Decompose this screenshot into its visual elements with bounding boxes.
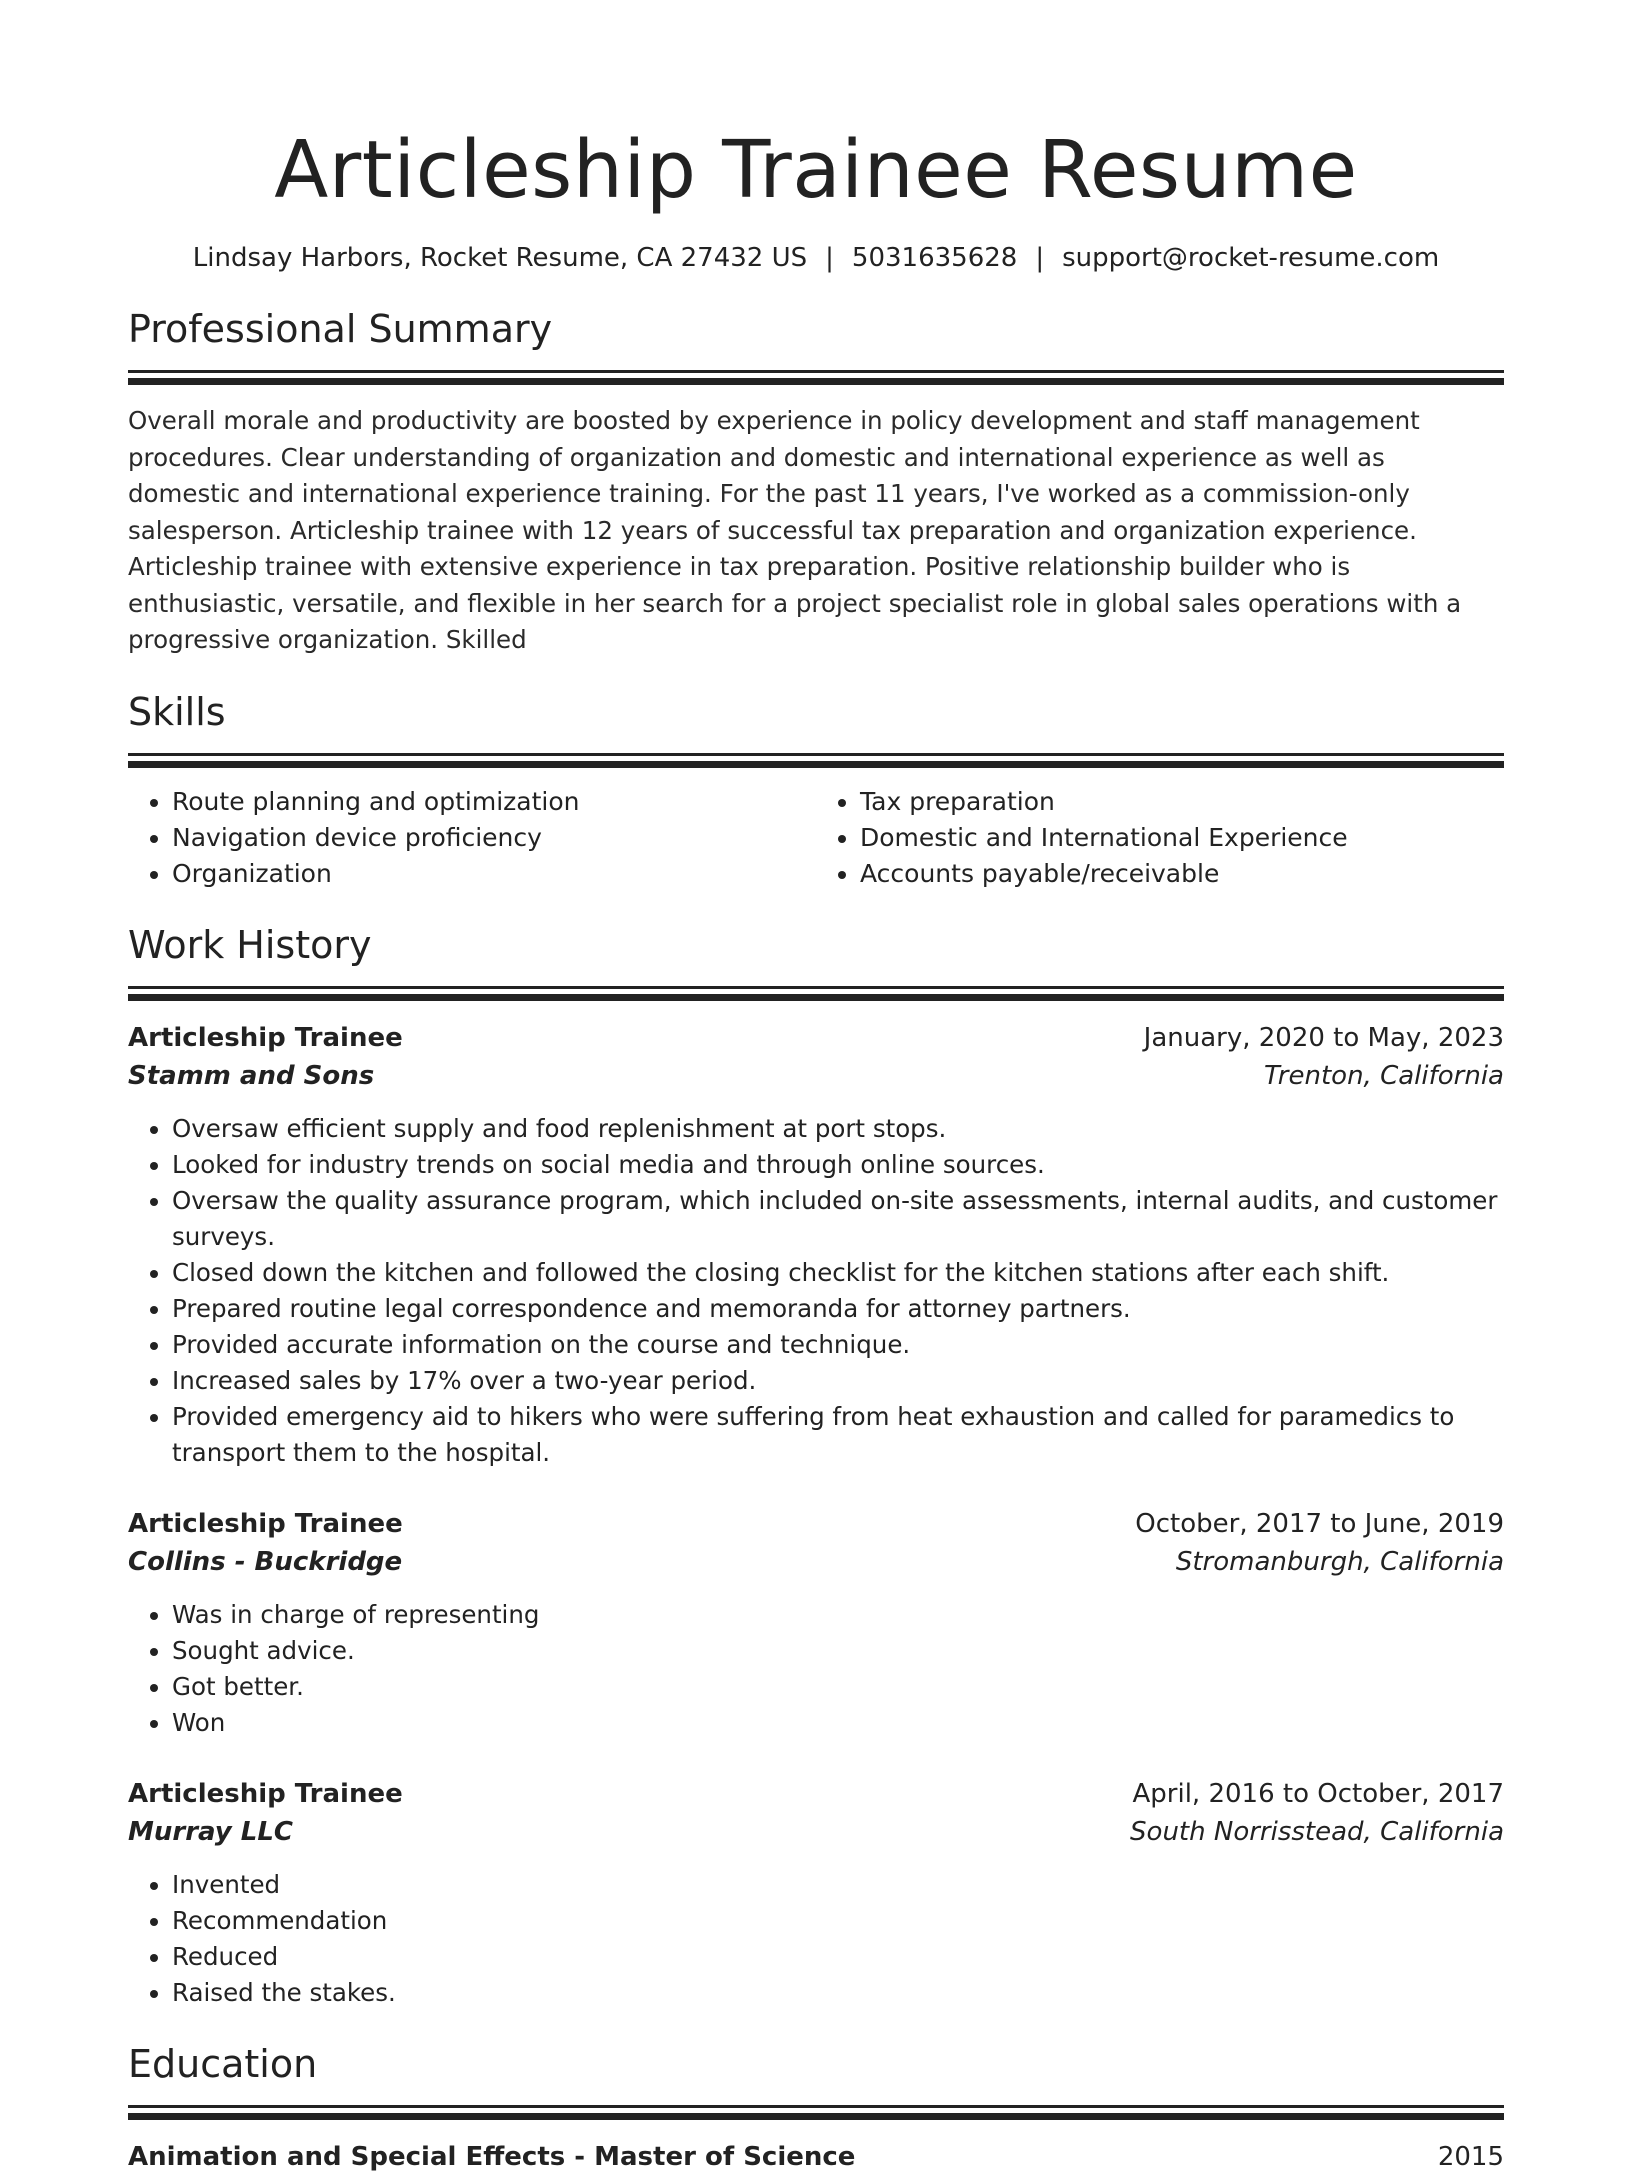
contact-email: support@rocket-resume.com — [1062, 243, 1440, 273]
section-heading: Work History — [128, 922, 372, 967]
job-bullet: • Oversaw efficient supply and food replenishment at port stops. — [172, 1111, 1504, 1147]
job-entry — [128, 1019, 1504, 1471]
job-bullet: • Closed down the kitchen and followed the closing checklist for the kitchen stations after each shift. — [172, 1255, 1504, 1291]
section-rule — [128, 994, 1504, 1001]
skill-item: • Accounts payable/receivable — [860, 856, 1504, 892]
section-rule — [128, 761, 1504, 768]
job-bullet: • Sought advice. — [172, 1633, 1504, 1669]
skill-item: • Organization — [172, 856, 816, 892]
job-title: Articleship Trainee — [128, 1778, 403, 1809]
job-entry — [128, 1775, 1504, 2011]
contact-line — [128, 240, 1504, 276]
job-location: Trenton, California — [1263, 1060, 1504, 1091]
education-entry — [128, 2138, 1504, 2176]
contact-address: Lindsay Harbors, Rocket Resume, CA 27432 US — [192, 243, 808, 273]
job-dates: January, 2020 to May, 2023 — [1143, 1022, 1504, 1053]
job-location: South Norrisstead, California — [1130, 1816, 1504, 1847]
contact-separator: | — [1035, 243, 1045, 273]
job-bullets — [128, 1867, 1504, 2011]
section-rule — [128, 370, 1504, 373]
job-bullet: • Provided accurate information on the course and technique. — [172, 1327, 1504, 1363]
job-bullet: • Got better. — [172, 1669, 1504, 1705]
skill-item: • Route planning and optimization — [172, 784, 816, 820]
section-heading: Education — [128, 2041, 318, 2086]
job-company: Stamm and Sons — [128, 1060, 375, 1091]
job-bullet: • Prepared routine legal correspondence and memoranda for attorney partners. — [172, 1291, 1504, 1327]
section-heading: Skills — [128, 689, 226, 734]
summary-section — [128, 304, 1504, 659]
skills-column-right — [816, 784, 1504, 892]
section-rule — [128, 2113, 1504, 2120]
job-bullet: • Provided emergency aid to hikers who were suffering from heat exhaustion and called for paramedics to transport them to the hospital. — [172, 1399, 1504, 1471]
job-company: Murray LLC — [128, 1816, 293, 1847]
job-bullets — [128, 1111, 1504, 1471]
skills-section — [128, 687, 1504, 892]
job-bullet: • Was in charge of representing — [172, 1597, 1504, 1633]
job-bullet: • Looked for industry trends on social media and through online sources. — [172, 1147, 1504, 1183]
job-bullet: • Increased sales by 17% over a two-year period. — [172, 1363, 1504, 1399]
job-bullet: • Invented — [172, 1867, 1504, 1903]
skills-list — [128, 784, 1504, 892]
job-bullet: • Oversaw the quality assurance program, which included on-site assessments, internal audits, and customer surveys. — [172, 1183, 1504, 1255]
job-bullet: • Won — [172, 1705, 1504, 1741]
skill-item: • Tax preparation — [860, 784, 1504, 820]
skill-item: • Navigation device proficiency — [172, 820, 816, 856]
job-dates: October, 2017 to June, 2019 — [1135, 1508, 1504, 1539]
job-entry — [128, 1505, 1504, 1741]
education-section — [128, 2039, 1504, 2176]
skills-column-left — [128, 784, 816, 892]
job-company: Collins - Buckridge — [128, 1546, 403, 1577]
job-bullet: • Reduced — [172, 1939, 1504, 1975]
resume-title: Articleship Trainee Resume — [274, 124, 1358, 216]
job-title: Articleship Trainee — [128, 1022, 403, 1053]
section-heading: Professional Summary — [128, 307, 553, 351]
section-rule — [128, 753, 1504, 756]
skill-item: • Domestic and International Experience — [860, 820, 1504, 856]
summary-text: Overall morale and productivity are boosted by experience in policy development and staff management procedures. Clear understanding of organization and domestic and international experience as well as domestic and international experience training. For the past 11 years, I've worked as a commission-only salesperson. Articleship trainee with 12 years of successful tax preparation and organization experience. Articleship trainee with extensive experience in tax preparation. Positive relationship builder who is enthusiastic, versatile, and flexible in her search for a project specialist role in global sales operations with a progressive organization. Skilled — [128, 406, 1462, 654]
education-degree: Animation and Special Effects - Master of Science — [128, 2141, 856, 2172]
section-rule — [128, 2105, 1504, 2108]
section-rule — [128, 986, 1504, 989]
section-rule — [128, 378, 1504, 385]
work-history-section — [128, 920, 1504, 2011]
job-dates: April, 2016 to October, 2017 — [1132, 1778, 1504, 1809]
job-title: Articleship Trainee — [128, 1508, 403, 1539]
contact-separator: | — [825, 243, 834, 273]
contact-phone: 5031635628 — [851, 243, 1018, 273]
job-location: Stromanburgh, California — [1175, 1546, 1504, 1577]
education-year: 2015 — [1437, 2141, 1504, 2172]
job-bullets — [128, 1597, 1504, 1741]
job-bullet: • Recommendation — [172, 1903, 1504, 1939]
job-bullet: • Raised the stakes. — [172, 1975, 1504, 2011]
